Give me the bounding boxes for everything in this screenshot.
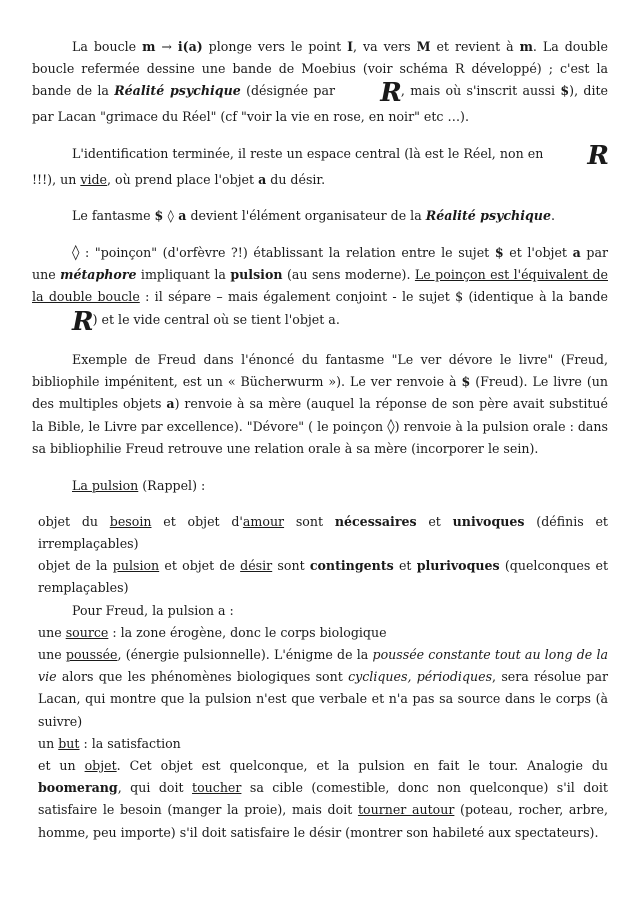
list-item-source: une source : la zone érogène, donc le corps biologique [38, 624, 387, 640]
paragraph-fantasme: Le fantasme $ ◊ a devient l'élément organisateur de la Réalité psychique. [72, 207, 555, 223]
paragraph-identification: L'identification terminée, il reste un espace central (là est le Réel, non en R !!!), un vide, où prend place l'objet a du désir. [32, 140, 608, 187]
poincon-symbol: ◊ [72, 243, 80, 262]
r-symbol: R [380, 78, 401, 109]
paragraph-poincon: ◊ : "poinçon" (d'orfèvre ?!) établissant la relation entre le sujet $ et l'objet a par une métaphore impliquant la pulsion (au sens moderne). Le poinçon est l'équivalent de la double boucle : il sépare – mais également conjoint - le sujet $ (identique à la bande R) et le vide central où se tient l'objet a. [32, 243, 608, 337]
list-item-pulsion-desir: objet de la pulsion et objet de désir sont contingents et plurivoques (quelconques et remplaçables) [38, 558, 609, 596]
section-heading-pulsion: La pulsion (Rappel) : [72, 477, 206, 493]
list-item-objet: et un objet. Cet objet est quelconque, et la pulsion en fait le tour. Analogie du boomerang, qui doit toucher sa cible (comestible, donc non quelconque) s'il doit satisfaire le besoin (manger la proie), mais doit tourner autour (poteau, rocher, arbre, homme, peu importe) s'il doit satisfaire le désir (montrer son habileté aux spectateurs). [38, 758, 608, 840]
poincon-symbol: ◊ [387, 417, 395, 436]
paragraph-freud-pulsion: Pour Freud, la pulsion a : [72, 602, 234, 618]
fantasme-formula: $ ◊ a [154, 207, 187, 223]
r-symbol: R [72, 306, 93, 337]
list-item-besoin-amour: objet du besoin et objet d'amour sont nécessaires et univoques (définis et irremplaçables) [38, 513, 608, 552]
list-item-but: un but : la satisfaction [38, 735, 181, 751]
paragraph-freud-example: Exemple de Freud dans l'énoncé du fantasme "Le ver dévore le livre" (Freud, bibliophile impénitent, est un « Bücherwurm »). Le ver renvoie à $ (Freud). Le livre (un des multiples objets a) renvoie à sa mère (auquel la réponse de son père avait substitué la Bible, le Livre par excellence). "Dévore" ( le poinçon ◊) renvoie à la pulsion orale : dans sa bibliophilie Freud retrouve une relation orale à sa mère (incorporer le sein). [32, 351, 608, 457]
paragraph-moebius: La boucle m → i(a) plonge vers le point I, va vers M et revient à m. La double boucle refermée dessine une bande de Moebius (voir schéma R développé) ; c'est la bande de la Réalité psychique (désignée par R, mais où s'inscrit aussi $), dite par Lacan "grimace du Réel" (cf "voir la vie en rose, en noir" etc …). [32, 39, 608, 125]
list-item-poussee: une poussée, (énergie pulsionnelle). L'énigme de la poussée constante tout au long de la vie alors que les phénomènes biologiques sont cycliques, périodiques, sera résolue par Lacan, qui montre que la pulsion n'est que verbale et n'a pas sa source dans le corps (à suivre) [38, 647, 609, 729]
r-symbol: R [587, 140, 608, 171]
